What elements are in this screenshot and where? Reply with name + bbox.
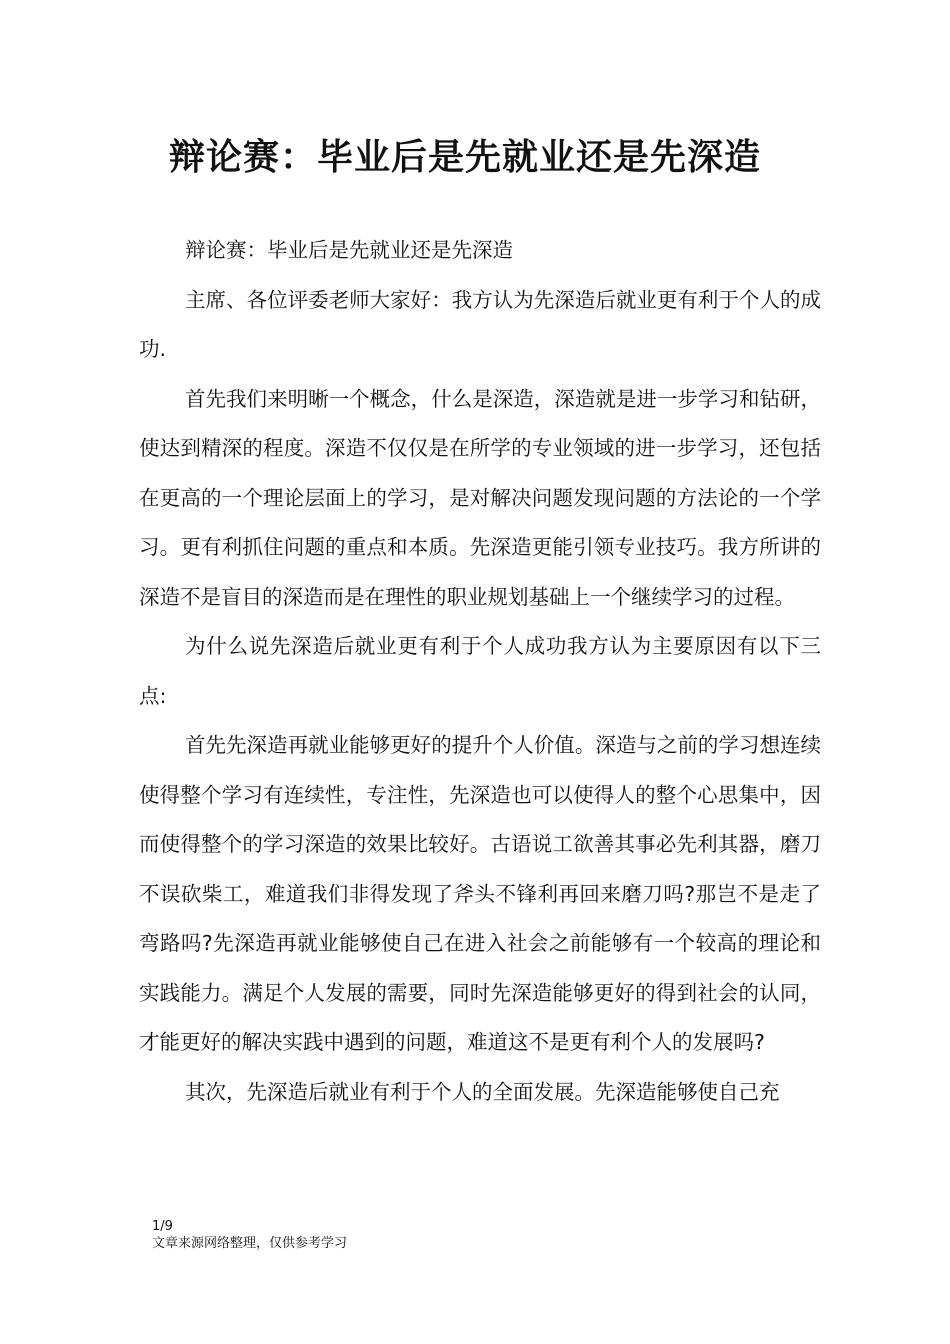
page-number: 1/9 (152, 1219, 173, 1234)
footer-note: 文章来源网络整理，仅供参考学习 (152, 1236, 348, 1251)
paragraph-reason-two: 其次，先深造后就业有利于个人的全面发展。先深造能够使自己充 (185, 1079, 780, 1104)
document-title: 辩论赛：毕业后是先就业还是先深造 (168, 137, 761, 178)
paragraph-reason-one: 首先先深造再就业能够更好的提升个人价值。深造与之前的学习想连续使得整个学习有连续性，专注性，先深造也可以使得人的整个心思集中，因而使得整个的学习深造的效果比较好。古语说工欲善其事必先利其器，磨刀不误砍柴工，难道我们非得发现了斧头不锋利再回来磨刀吗?那岂不是走了弯路吗?先深造再就业能够使自己在进入社会之前能够有一个较高的理论和实践能力。满足个人发展的需要，同时先深造能够更好的得到社会的认同，才能更好的解决实践中遇到的问题，难道这不是更有利个人的发展吗? (139, 733, 821, 1054)
paragraph-definition: 首先我们来明晰一个概念，什么是深造，深造就是进一步学习和钻研，使达到精深的程度。深造不仅仅是在所学的专业领域的进一步学习，还包括在更高的一个理论层面上的学习，是对解决问题发现问题的方法论的一个学习。更有利抓住问题的重点和本质。先深造更能引领专业技巧。我方所讲的深造不是盲目的深造而是在理性的职业规划基础上一个继续学习的过程。 (139, 386, 821, 609)
paragraph-reasons-intro: 为什么说先深造后就业更有利于个人成功我方认为主要原因有以下三点: (139, 634, 821, 708)
paragraph-opening: 主席、各位评委老师大家好：我方认为先深造后就业更有利于个人的成功. (139, 287, 821, 361)
document-body (139, 226, 821, 1117)
paragraph-subtitle: 辩论赛：毕业后是先就业还是先深造 (185, 238, 513, 262)
